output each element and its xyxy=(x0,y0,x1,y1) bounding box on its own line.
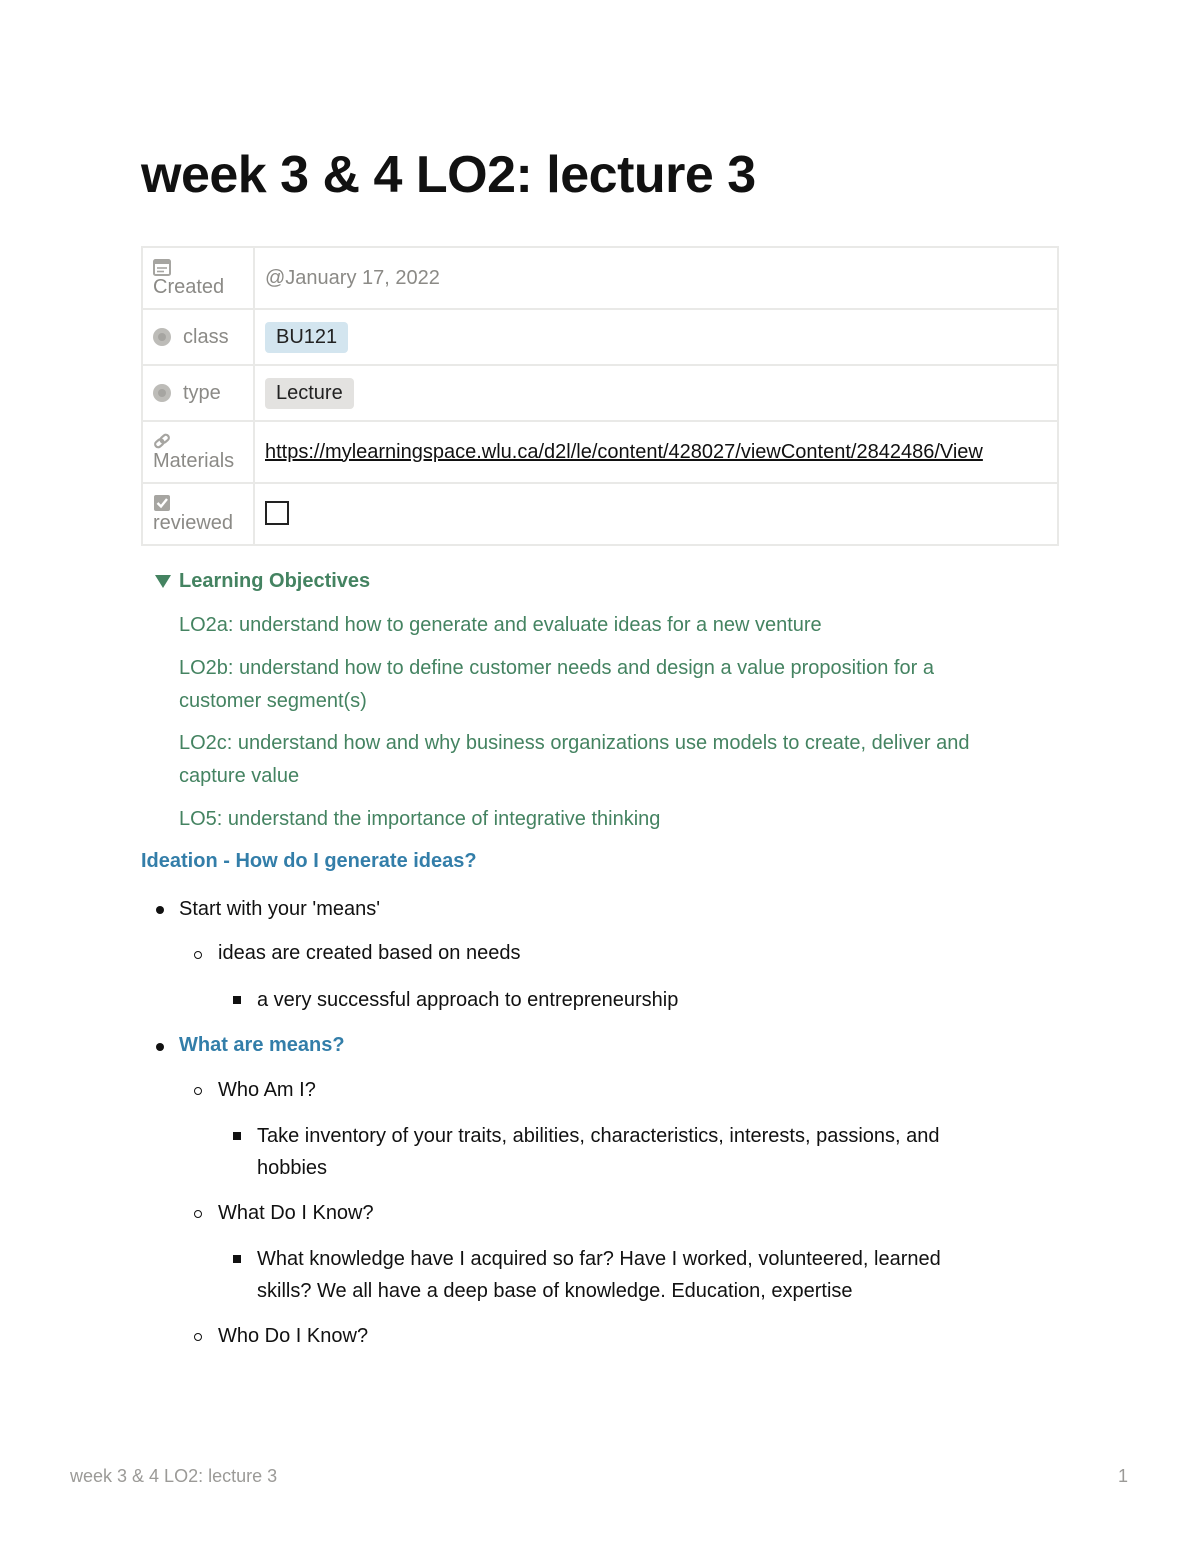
property-name-materials xyxy=(142,421,254,483)
bullet-circle-icon xyxy=(194,1333,202,1341)
objective-lo2c-cont: capture value xyxy=(179,765,300,787)
list-item: Start with your 'means' xyxy=(179,898,381,920)
objective-lo2c: LO2c: understand how and why business organizations use models to create, deliver and xyxy=(179,732,970,754)
bullet-disc-icon xyxy=(156,906,164,914)
property-name-created xyxy=(142,247,254,309)
list-item: What Do I Know? xyxy=(218,1202,374,1224)
property-name-type xyxy=(142,365,254,421)
type-tag[interactable]: Lecture xyxy=(265,378,354,409)
property-value-created[interactable] xyxy=(254,247,1058,309)
list-item: Take inventory of your traits, abilities, characteristics, interests, passions, and xyxy=(257,1125,940,1147)
reviewed-checkbox[interactable] xyxy=(265,501,289,525)
bullet-square-icon xyxy=(233,1255,241,1263)
property-label-created: Created xyxy=(153,275,225,298)
toggle-triangle-icon[interactable] xyxy=(155,575,171,588)
bullet-circle-icon xyxy=(194,1087,202,1095)
objective-lo5: LO5: understand the importance of integrative thinking xyxy=(179,808,661,830)
bullet-disc-icon xyxy=(156,1043,164,1051)
property-name-class xyxy=(142,309,254,365)
calendar-icon xyxy=(153,258,171,276)
property-row-reviewed xyxy=(142,483,1058,545)
ideation-heading: Ideation - How do I generate ideas? xyxy=(141,850,477,872)
property-label-class: class xyxy=(183,325,229,348)
bullet-circle-icon xyxy=(194,1210,202,1218)
list-item-cont: skills? We all have a deep base of knowledge. Education, expertise xyxy=(257,1280,853,1302)
class-tag[interactable]: BU121 xyxy=(265,322,348,353)
learning-objectives-toggle[interactable] xyxy=(155,570,370,593)
objective-lo2b: LO2b: understand how to define customer needs and design a value proposition for a xyxy=(179,657,934,679)
property-label-reviewed: reviewed xyxy=(153,511,234,534)
learning-objectives-heading: Learning Objectives xyxy=(179,570,371,592)
property-row-type xyxy=(142,365,1058,421)
property-name-reviewed xyxy=(142,483,254,545)
bullet-square-icon xyxy=(233,996,241,1004)
bullet-circle-icon xyxy=(194,951,202,959)
select-icon xyxy=(153,328,171,346)
property-value-class[interactable] xyxy=(254,309,1058,365)
list-item-cont: hobbies xyxy=(257,1157,328,1179)
property-row-materials xyxy=(142,421,1058,483)
property-label-type: type xyxy=(183,381,221,404)
list-item: Who Am I? xyxy=(218,1079,316,1101)
property-value-materials xyxy=(254,421,1058,483)
property-value-reviewed xyxy=(254,483,1058,545)
list-item-heading: What are means? xyxy=(179,1034,345,1056)
link-icon xyxy=(153,432,171,450)
bullet-square-icon xyxy=(233,1132,241,1140)
materials-link[interactable]: https://mylearningspace.wlu.ca/d2l/le/content/428027/viewContent/2842486/View xyxy=(265,440,983,463)
list-item: ideas are created based on needs xyxy=(218,942,521,964)
checkbox-icon xyxy=(153,494,171,512)
objective-lo2b-cont: customer segment(s) xyxy=(179,690,367,712)
property-value-type[interactable] xyxy=(254,365,1058,421)
footer-page-number: 1 xyxy=(1118,1466,1129,1486)
objective-lo2a: LO2a: understand how to generate and evaluate ideas for a new venture xyxy=(179,614,822,636)
page-title: week 3 & 4 LO2: lecture 3 xyxy=(141,146,756,204)
select-icon xyxy=(153,384,171,402)
list-item: What knowledge have I acquired so far? Have I worked, volunteered, learned xyxy=(257,1248,941,1270)
list-item: a very successful approach to entrepreneurship xyxy=(257,989,679,1011)
footer-title: week 3 & 4 LO2: lecture 3 xyxy=(70,1466,278,1486)
property-row-class xyxy=(142,309,1058,365)
property-label-materials: Materials xyxy=(153,449,235,472)
list-item: Who Do I Know? xyxy=(218,1325,369,1347)
created-date: @January 17, 2022 xyxy=(265,266,440,289)
property-row-created xyxy=(142,247,1058,309)
properties-table xyxy=(141,246,1059,546)
